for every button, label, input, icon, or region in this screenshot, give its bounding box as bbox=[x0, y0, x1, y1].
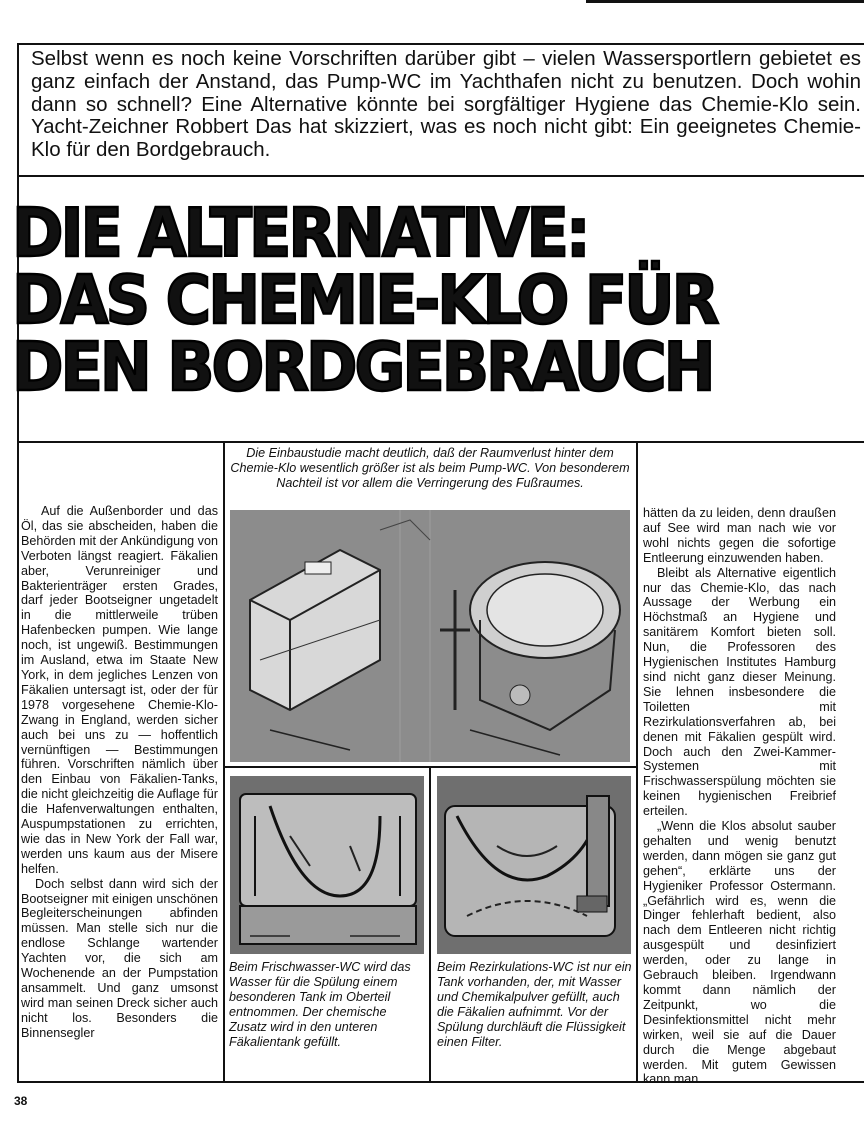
column-right-paragraph: „Wenn die Klos absolut sauber gehalten und wenig benutzt werden, dann mögen sie ganz gut gehen“, erklärte uns der Hygieniker Professor Ostermann. „Gefährlich wird es, wenn die Dinger fehlerhaft bedient, also nach dem Entleeren nicht richtig ausgespült und desinfiziert werden, oder zu lange in Gebrauch bleiben. Irgendwann kommt dann nämlich der Zeitpunkt, wo die Desinfektionsmittel nicht mehr wirken, weil sie auf die Dauer durch die Menge abgebaut werden. Mit gutem Gewissen kann man bbox=[643, 819, 836, 1087]
figure-divider bbox=[429, 766, 431, 1083]
headline bbox=[12, 193, 842, 407]
headline-line-1: DIE ALTERNATIVE: bbox=[12, 193, 588, 273]
top-rule bbox=[586, 0, 864, 3]
column-left bbox=[21, 504, 218, 1041]
column-rule-left bbox=[223, 441, 225, 1083]
column-right-paragraph: Bleibt als Alternative eigentlich nur das Chemie-Klo, das nach Aussage der Werbung ein Höchstmaß an Hygiene und sanitärem Komfort bieten soll. Nun, die Professoren des Hygienischen Institutes Hamburg sind nicht ganz dieser Meinung. Sie lehnen insbesondere die Toiletten mit Rezirkulationsverfahren ab, bei denen mit Fäkalien gespült wird. Doch auch den Zwei-Kammer-Systemen mit Frischwasserspülung möchten sie keinen hygienischen Freibrief erteilen. bbox=[643, 565, 836, 819]
lead-paragraph: Selbst wenn es noch keine Vorschriften darüber gibt – vielen Wassersportlern gebietet es ganz einfach der Anstand, das Pump-WC im Yachthafen nicht zu benutzen. Doch wohin dann so schnell? Eine Alternative könnte bei sorgfältiger Hygiene das Chemie-Klo sein. Yacht-Zeichner Robbert Das hat skizziert, was es noch nicht gibt: Ein geeignetes Chemie-Klo für den Bordgebrauch. bbox=[31, 47, 861, 162]
fresh-water-wc-image bbox=[230, 776, 424, 954]
page-number: 38 bbox=[14, 1094, 28, 1108]
column-right-paragraph: hätten da zu leiden, denn draußen auf See wird man nach wie vor wohl nichts gegen die sofortige Entleerung einzuwenden haben. bbox=[643, 506, 836, 565]
headline-line-2: DAS CHEMIE-KLO FÜR bbox=[12, 260, 717, 340]
section-rule bbox=[17, 441, 864, 443]
figure-caption-top: Die Einbaustudie macht deutlich, daß der Raumverlust hinter dem Chemie-Klo wesentlich größer ist als beim Pump-WC. Von besonderem Nachteil ist vor allem die Verringerung des Fußraumes. bbox=[230, 446, 630, 491]
column-rule-right bbox=[636, 441, 638, 1083]
column-left-paragraph: Auf die Außenborder und das Öl, das sie abscheiden, haben die Behörden mit der Ankündigung von Verboten längst reagiert. Fäkalien aber, Verunreiniger und Bakterienträger ersten Grades, darf jeder Bootseigner ungetadelt in die mittlerweile trüben Hafenbecken pumpen. Wie lange noch, ist ungewiß. Bestimmungen im Ausland, etwa im Staate New York, in dem jegliches Lenzen von Fäkalien untersagt ist, oder der für 1978 vorgesehene Chemie-Klo-Zwang in England, werden sicher auch bei uns zu — hoffentlich vernünftigen — Bestimmungen führen. Vorschriften nämlich über den Einbau von Fäkalien-Tanks, die nicht gleichzeitig die Auflage für die Hafenverwaltungen enthalten, Auspumpstationen zu errichten, wie das in New York der Fall war, werden uns kaum aus der Misere helfen. bbox=[21, 504, 218, 876]
caption-fresh-water: Beim Frischwasser-WC wird das Wasser für die Spülung einem besonderen Tank im Oberteil entnommen. Der chemische Zusatz wird in den unteren Fäkalientank gefüllt. bbox=[229, 960, 411, 1049]
headline-line-3: DEN BORDGEBRAUCH bbox=[12, 327, 713, 407]
caption-recirculation: Beim Rezirkulations-WC ist nur ein Tank vorhanden, der, mit Wasser und Chemikalpulver gefüllt, auch die Fäkalien aufnimmt. Vor der Spülung durchläuft die Flüssigkeit einen Filter. bbox=[437, 960, 632, 1049]
column-left-paragraph: Doch selbst dann wird sich der Bootseigner mit einigen unschönen Begleiterscheinungen abfinden müssen. Man stelle sich nur die endlose Schlange wartender Yachten vor, die sich am Wochenende an der Pumpstation ansammelt. Und ganz umsonst wird man seinen Dreck sicher auch nicht los. Besonders die Binnensegler bbox=[21, 876, 218, 1040]
column-right bbox=[643, 506, 836, 1087]
lead-box bbox=[19, 45, 864, 177]
installation-study-image bbox=[230, 510, 630, 762]
recirculation-wc-image bbox=[437, 776, 631, 954]
